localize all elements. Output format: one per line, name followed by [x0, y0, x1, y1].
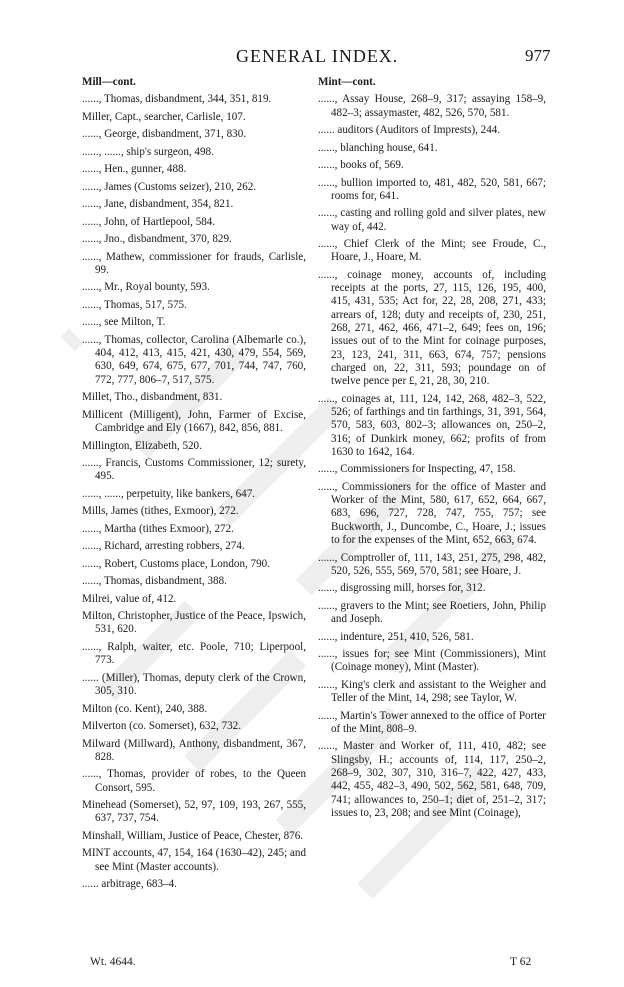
index-entry: ......, Chief Clerk of the Mint; see Froude, C., Hoare, J., Hoare, M. [318, 238, 546, 264]
index-entry: ......, blanching house, 641. [318, 141, 438, 154]
index-entry: ......, King's clerk and assistant to the Weigher and Teller of the Mint, 14, 298; see Taylor, W. [318, 678, 546, 705]
index-entry: ......, Martin's Tower annexed to the office of Porter of the Mint, 808–9. [318, 709, 546, 735]
left-column [82, 76, 306, 896]
index-entry: ......, indenture, 251, 410, 526, 581. [318, 630, 474, 643]
index-entry: Milton (co. Kent), 240, 388. [82, 702, 208, 715]
index-entry: ......, issues for; see Mint (Commissioners), Mint (Coinage money), Mint (Master). [318, 648, 546, 674]
index-entry: Milton, Christopher, Justice of the Peace, Ipswich, 531, 620. [82, 610, 306, 636]
index-entry: ......, books of, 569. [318, 159, 404, 172]
index-entry: ......, Thomas, collector, Carolina (Albemarle co.), 404, 412, 413, 415, 421, 430, 479, 554, 569, 630, 649, 674, 675, 677, 701, 744, 747, 760, 772, 777, 806–7, 517, 575. [82, 333, 306, 386]
index-entry: Milverton (co. Somerset), 632, 732. [82, 720, 241, 733]
page-header [0, 46, 624, 70]
index-entry: ...... auditors (Auditors of Imprests), 244. [318, 124, 501, 137]
index-entry: ......, Commissioners for the office of Master and Worker of the Mint, 580, 617, 652, 664, 667, 683, 696, 727, 728, 747, 755, 757; see Buckworth, J., Duncombe, C., Hoare, J.; issues to for the expenses of the Mint, 652, 663, 674. [318, 480, 546, 547]
index-entry: Minshall, William, Justice of Peace, Chester, 876. [82, 829, 304, 842]
index-entry: Milward (Millward), Anthony, disbandment, 367, 828. [82, 737, 306, 763]
index-entry: MINT accounts, 47, 154, 164 (1630–42), 245; and see Mint (Master accounts). [82, 847, 306, 873]
entry-list [318, 93, 546, 820]
footer-print-code: Wt. 4644. [90, 956, 136, 968]
index-entry: ......, Thomas, disbandment, 388. [82, 575, 227, 588]
index-entry: Miller, Capt., searcher, Carlisle, 107. [82, 110, 246, 123]
index-entry: ......, Assay House, 268–9, 317; assaying 158–9, 482–3; assaymaster, 482, 526, 570, 581. [318, 93, 546, 119]
index-entry: ......, Mathew, commissioner for frauds, Carlisle, 99. [82, 250, 306, 276]
index-entry: ......, Robert, Customs place, London, 790. [82, 557, 270, 570]
index-entry: ......, coinages at, 111, 124, 142, 268, 482–3, 522, 526; of farthings and tin farthings, 31, 391, 564, 570, 583, 603, 802–3; allowances on, 250–2, 316; of Dunkirk money, 662; profits of from 1630 to 1642, 164. [318, 392, 546, 458]
index-entry: ......, John, of Hartlepool, 584. [82, 215, 216, 228]
index-entry: ......, Thomas, disbandment, 344, 351, 819. [82, 93, 272, 106]
index-entry: Millicent (Milligent), John, Farmer of Excise, Cambridge and Ely (1667), 842, 856, 881. [82, 408, 306, 435]
index-entry: ......, see Milton, T. [82, 316, 166, 329]
index-entry: ......, ......, ship's surgeon, 498. [82, 145, 214, 158]
index-entry: ......, Master and Worker of, 111, 410, 482; see Slingsby, H.; accounts of, 114, 117, 250–2, 268–9, 302, 307, 310, 316–7, 422, 427, 433, 442, 455, 482–3, 490, 502, 562, 581, 648, 709, 741; allowances to, 250–1; diet of, 251–2, 317; issues to, 23, 208; and see Mint (Coinage), [318, 740, 546, 819]
index-entry: ......, Francis, Customs Commissioner, 12; surety, 495. [82, 457, 306, 483]
index-entry: ......, Richard, arresting robbers, 274. [82, 540, 245, 553]
index-entry: Mills, James (tithes, Exmoor), 272. [82, 505, 239, 518]
index-entry: ......, Martha (tithes Exmoor), 272. [82, 522, 234, 535]
index-entry: ......, gravers to the Mint; see Roetiers, John, Philip and Joseph. [318, 599, 546, 626]
index-entry: ......, Commissioners for Inspecting, 47, 158. [318, 463, 516, 476]
index-entry: ......, Ralph, waiter, etc. Poole, 710; Liperpool, 773. [82, 640, 306, 667]
index-entry: Millington, Elizabeth, 520. [82, 439, 202, 452]
index-entry: ......, Comptroller of, 111, 143, 251, 275, 298, 482, 520, 526, 555, 569, 570, 581; see Hoare, J. [318, 551, 546, 577]
index-entry: ......, disgrossing mill, horses for, 312. [318, 582, 486, 595]
index-entry: ......, Hen., gunner, 488. [82, 163, 187, 176]
footer-signature: T 62 [510, 956, 532, 968]
index-entry: ......, James (Customs seizer), 210, 262. [82, 180, 257, 193]
index-entry: Milrei, value of, 412. [82, 592, 177, 605]
page-title: GENERAL INDEX. [236, 46, 399, 66]
right-column [318, 76, 546, 824]
index-entry: Minehead (Somerset), 52, 97, 109, 193, 267, 555, 637, 737, 754. [82, 799, 306, 825]
index-entry: ......, casting and rolling gold and silver plates, new way of, 442. [318, 207, 546, 233]
index-entry: ......, Mr., Royal bounty, 593. [82, 281, 210, 294]
index-entry: ......, Jno., disbandment, 370, 829. [82, 233, 232, 246]
index-entry: ......, Thomas, 517, 575. [82, 298, 187, 311]
index-entry: ......, Jane, disbandment, 354, 821. [82, 198, 234, 211]
index-entry: ......, coinage money, accounts of, including receipts at the ports, 27, 115, 126, 195, 400, 415, 431, 535; Act for, 22, 28, 208, 271, 433; arrears of, 128; duty and receipts of, 230, 251, 268, 271, 462, 466, 471–2, 649; fees on, 196; issues out of to the Mint for coinage purposes, 23, 123, 241, 311, 663, 674, 757; pensions charged on, 22, 311, 593; poundage on of twelve pence per £, 21, 28, 30, 210. [318, 268, 546, 388]
index-entry: ......, Thomas, provider of robes, to the Queen Consort, 595. [82, 768, 306, 794]
index-entry: ......, ......, perpetuity, like bankers, 647. [82, 487, 256, 500]
index-entry: ......, bullion imported to, 481, 482, 520, 581, 667; rooms for, 641. [318, 176, 546, 202]
index-entry: ...... (Miller), Thomas, deputy clerk of the Crown, 305, 310. [82, 671, 306, 698]
index-entry: ...... arbitrage, 683–4. [82, 878, 177, 891]
index-entry: ......, George, disbandment, 371, 830. [82, 128, 247, 141]
entry-list [82, 93, 306, 891]
page-number: 977 [525, 46, 551, 65]
index-entry: Millet, Tho., disbandment, 831. [82, 391, 223, 404]
column-heading: Mint—cont. [318, 76, 376, 88]
column-heading: Mill—cont. [82, 76, 136, 88]
